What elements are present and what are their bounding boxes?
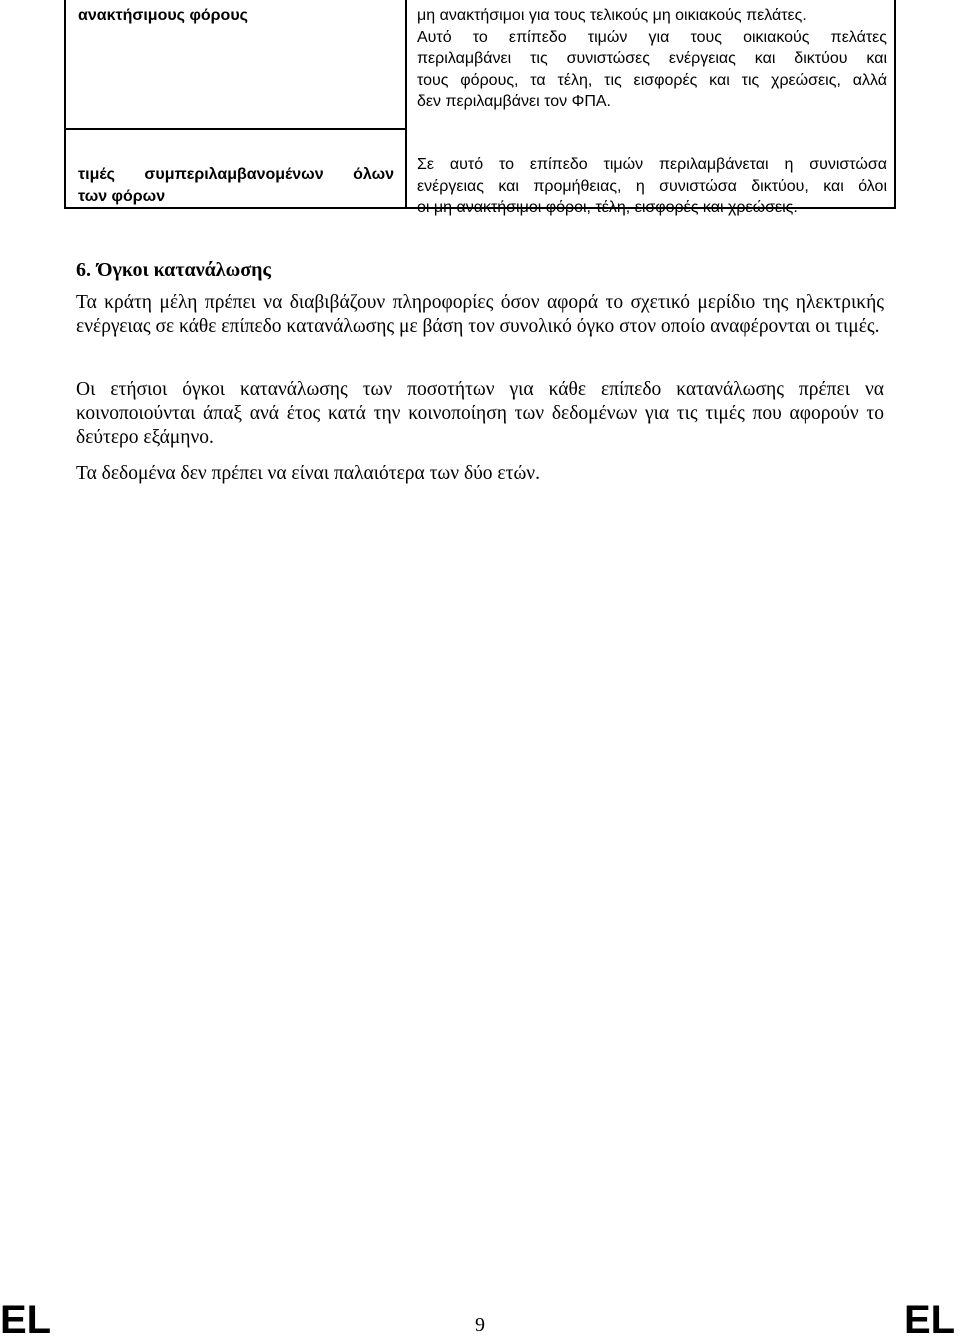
page-number: 9	[475, 1314, 485, 1336]
definition-line: περιλαμβάνει τις συνιστώσες ενέργειας και δικτύου και	[417, 50, 887, 67]
definition-line: δεν περιλαμβάνει τον ΦΠΑ.	[417, 93, 611, 110]
footer-language-code-right: EL	[904, 1298, 956, 1342]
section-number: 6.	[76, 259, 91, 281]
table-term-recoverable-taxes: ανακτήσιμους φόρους	[78, 7, 248, 24]
section-title: Όγκοι κατανάλωσης	[97, 259, 271, 281]
body-paragraph: Τα δεδομένα δεν πρέπει να είναι παλαιότερα των δύο ετών.	[76, 463, 540, 484]
definition-line: Αυτό το επίπεδο τιμών για τους οικιακούς πελάτες	[417, 28, 887, 46]
body-paragraph: Οι ετήσιοι όγκοι κατανάλωσης των ποσοτήτων για κάθε επίπεδο κατανάλωσης πρέπει να κοινοποιούνται άπαξ ανά έτος κατά την κοινοποίηση των δεδομένων για τις τιμές που αφορούν το δεύτερο εξάμηνο.	[76, 379, 884, 448]
table-definition-all-taxes	[417, 154, 887, 219]
section-heading	[76, 256, 271, 284]
definitions-table	[64, 0, 896, 216]
table-term-all-taxes-line-2: των φόρων	[78, 188, 166, 205]
table-row-divider	[66, 128, 405, 130]
body-paragraph: Τα κράτη μέλη πρέπει να διαβιβάζουν πληροφορίες όσον αφορά το σχετικό μερίδιο της ηλεκτρικής ενέργειας σε κάθε επίπεδο κατανάλωσης με βάση τον συνολικό όγκο στον οποίο αναφέρονται οι τιμές.	[76, 292, 884, 337]
footer-language-code-left: EL	[0, 1298, 52, 1342]
table-column-divider	[405, 0, 407, 207]
definition-line: τους φόρους, τα τέλη, τις εισφορές και τις χρεώσεις, αλλά	[417, 71, 887, 89]
definition-line: οι μη ανακτήσιμοι φόροι, τέλη, εισφορές και χρεώσεις.	[417, 199, 798, 216]
table-definition-excl-vat	[417, 5, 887, 113]
table-term-all-taxes-line-1: τιμές συμπεριλαμβανομένων όλων	[78, 166, 394, 183]
definition-line: ενέργειας και προμήθειας, η συνιστώσα δικτύου, και όλοι	[417, 177, 887, 195]
definition-line: Σε αυτό το επίπεδο τιμών περιλαμβάνεται η συνιστώσα	[417, 156, 887, 173]
definition-line: μη ανακτήσιμοι για τους τελικούς μη οικιακούς πελάτες.	[417, 7, 807, 24]
